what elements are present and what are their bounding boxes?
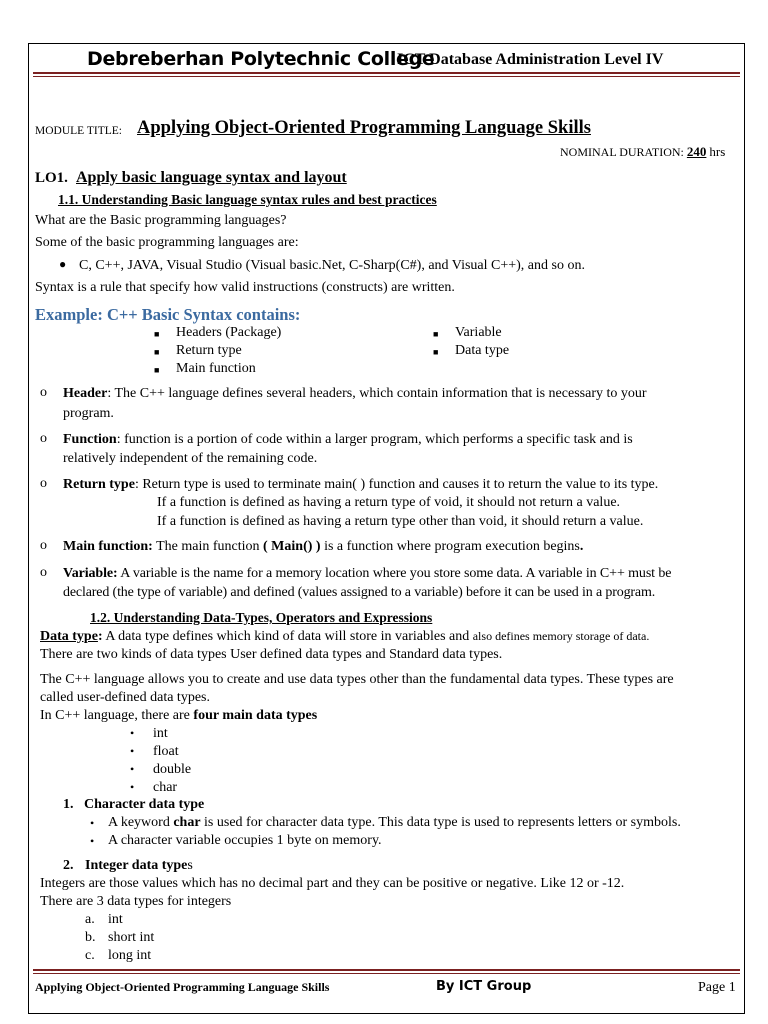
circle-bullet: o (40, 538, 47, 553)
main-function-period: . (579, 539, 584, 554)
circle-bullet: o (40, 476, 47, 491)
basic-languages-intro: Some of the basic programming languages are: (35, 235, 299, 250)
syntax-definition: Syntax is a rule that specify how valid instructions (constructs) are written. (35, 280, 455, 295)
data-type-text-small: also defines memory storage of data. (472, 629, 650, 643)
main-function-text: The main function (152, 539, 264, 554)
footer-author: By ICT Group (436, 979, 532, 994)
type-bullet: • (130, 726, 135, 740)
char-keyword-text-end: is used for character data type. This data type is used to represents letters or symbols. (200, 815, 681, 830)
header-rule (33, 72, 740, 74)
type-item: int (153, 726, 168, 741)
integer-type-heading (85, 858, 193, 874)
return-type-definition-text: : Return type is used to terminate main( ) function and causes it to return the value to its type. (134, 477, 659, 492)
footer-rule (33, 969, 740, 971)
char-bullet: • (90, 834, 95, 848)
four-main-types-bold: four main data types (193, 708, 318, 723)
type-bullet: • (130, 744, 135, 758)
integer-type-num: 2. (63, 858, 74, 873)
circle-bullet: o (40, 385, 47, 400)
bullet-dot: ● (59, 257, 67, 271)
basic-languages-list: C, C++, JAVA, Visual Studio (Visual basic.Net, C-Sharp(C#), and Visual C++), and so on. (79, 258, 585, 273)
type-bullet: • (130, 762, 135, 776)
lo1-prefix: LO1. (35, 170, 68, 186)
header-definition-cont: program. (63, 406, 114, 421)
int-list-marker: c. (85, 948, 95, 963)
module-title: Applying Object-Oriented Programming Language Skills (137, 118, 591, 138)
square-bullet: ■ (154, 329, 160, 339)
nominal-duration (560, 144, 725, 160)
term-function: Function (63, 432, 117, 447)
header-college: Debreberhan Polytechnic College (87, 48, 435, 70)
char-size-item: A character variable occupies 1 byte on memory. (108, 833, 382, 848)
int-list-item: int (108, 912, 123, 927)
data-type-colon: : (97, 629, 103, 644)
square-bullet: ■ (433, 347, 439, 357)
module-label: MODULE TITLE: (35, 125, 122, 137)
duration-label: NOMINAL DURATION: (560, 145, 684, 159)
main-function-code: ( Main() ) (263, 539, 321, 554)
type-bullet: • (130, 780, 135, 794)
char-keyword: char (173, 815, 201, 830)
integer-types-intro: There are 3 data types for integers (40, 894, 232, 909)
four-main-types-text: In C++ language, there are (40, 708, 194, 723)
square-bullet: ■ (154, 347, 160, 357)
duration-value: 240 (686, 144, 707, 159)
term-main-function: Main function: (63, 539, 153, 554)
question-basic-languages: What are the Basic programming languages? (35, 213, 287, 228)
circle-bullet: o (40, 565, 47, 580)
square-bullet: ■ (154, 365, 160, 375)
user-defined-types: The C++ language allows you to create and use data types other than the fundamental data types. These types are (40, 672, 674, 687)
char-keyword-item (108, 815, 681, 831)
return-type-definition (63, 477, 658, 493)
function-definition-cont: relatively independent of the remaining code. (63, 451, 318, 466)
example-heading: Example: C++ Basic Syntax contains: (35, 305, 301, 324)
header-definition-text: : The C++ language defines several headers, which contain information that is necessary to your (107, 386, 647, 401)
integer-definition: Integers are those values which has no decimal part and they can be positive or negative. Like 12 or -12. (40, 876, 625, 891)
user-defined-types-cont: called user-defined data types. (40, 690, 210, 705)
function-definition-text: : function is a portion of code within a larger program, which performs a specific task and is (116, 432, 633, 447)
term-header: Header (63, 386, 108, 401)
term-data-type: Data type (40, 629, 98, 644)
variable-definition (63, 566, 671, 582)
variable-definition-text: A variable is the name for a memory location where you store some data. A variable in C++ must be (117, 566, 672, 581)
char-bullet: • (90, 816, 95, 830)
int-list-marker: b. (85, 930, 96, 945)
type-item: double (153, 762, 192, 777)
two-kinds-data-types: There are two kinds of data types User defined data types and Standard data types. (40, 647, 503, 662)
lo1-title: Apply basic language syntax and layout (76, 169, 347, 186)
section-1-2-heading: 1.2. Understanding Data-Types, Operators and Expressions (90, 610, 433, 625)
int-list-item: long int (108, 948, 152, 963)
data-type-text: A data type defines which kind of data will store in variables and (102, 629, 473, 644)
function-definition (63, 432, 633, 448)
character-type-heading: 1. Character data type (63, 797, 205, 812)
term-variable: Variable: (63, 566, 118, 581)
int-list-marker: a. (85, 912, 95, 927)
integer-type-heading-s: s (187, 858, 193, 873)
main-function-text-end: is a function where program execution begins (320, 539, 580, 554)
example-item: Variable (455, 325, 502, 340)
main-function-definition (63, 539, 583, 555)
example-item: Headers (Package) (176, 325, 282, 340)
four-main-types (40, 708, 317, 724)
duration-unit: hrs (709, 144, 726, 159)
section-1-1-heading: 1.1. Understanding Basic language syntax rules and best practices (58, 192, 437, 207)
circle-bullet: o (40, 431, 47, 446)
header-program: ICT Database Administration Level IV (397, 51, 664, 68)
example-item: Return type (176, 343, 242, 358)
type-item: float (153, 744, 179, 759)
char-keyword-text: A keyword (108, 815, 174, 830)
footer-rule-thin (33, 973, 740, 974)
header-rule-thin (33, 76, 740, 77)
footer-page-number: Page 1 (698, 980, 736, 995)
square-bullet: ■ (433, 329, 439, 339)
variable-definition-cont: declared (the type of variable) and defined (values assigned to a variable) before it can be used in a program. (63, 585, 656, 600)
int-list-item: short int (108, 930, 155, 945)
footer-module-title: Applying Object-Oriented Programming Language Skills (35, 980, 330, 994)
example-item: Main function (176, 361, 256, 376)
header-definition (63, 386, 647, 402)
data-type-definition (40, 629, 649, 645)
return-type-void: If a function is defined as having a return type of void, it should not return a value. (157, 495, 621, 510)
term-return-type: Return type (63, 477, 135, 492)
integer-type-heading-bold: Integer data type (85, 858, 188, 873)
type-item: char (153, 780, 178, 795)
return-type-nonvoid: If a function is defined as having a return type other than void, it should return a value. (157, 514, 644, 529)
example-item: Data type (455, 343, 510, 358)
